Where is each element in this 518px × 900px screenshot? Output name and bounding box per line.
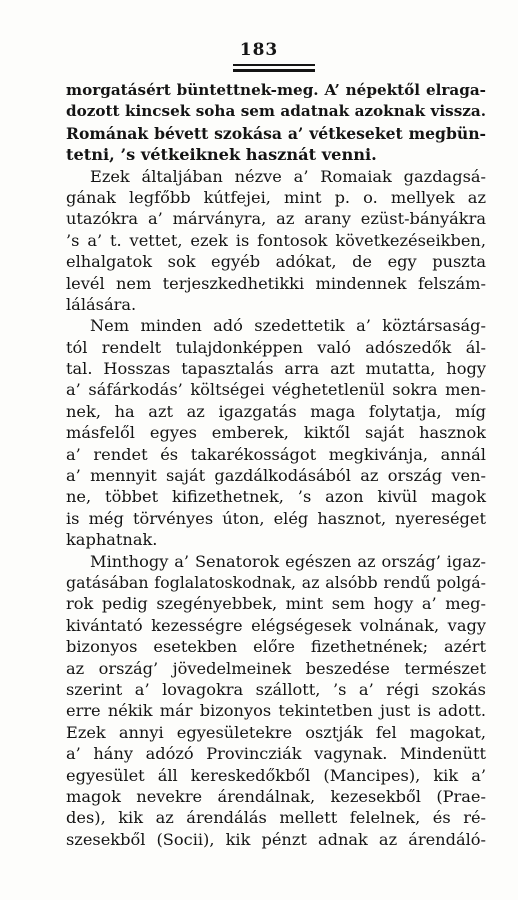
text-line: gának legfőbb kútfejei, mint p. o. mellyek az <box>66 187 486 207</box>
text-line: a’ mennyit saját gazdálkodásából az ország ven- <box>66 466 486 486</box>
text-line: erre nékik már bizonyos tekintetben just is adott. <box>66 701 486 721</box>
text-line: Romának bévett szokása a’ vétkeseket megbün- <box>66 123 486 143</box>
text-line: kaphatnak. <box>66 530 158 550</box>
header-rule-thin <box>233 64 315 66</box>
text-line: a’ sáfárkodás’ költségei véghetetlenül sokra men- <box>66 380 486 400</box>
text-line: az ország’ jövedelmeinek beszedése természet <box>66 658 486 678</box>
text-line: egyesület áll kereskedőkből (Mancipes), kik a’ <box>66 765 486 785</box>
text-line: dozott kincsek soha sem adatnak azoknak vissza. <box>66 102 486 121</box>
text-line: magok nevekre árendálnak, kezesekből (Prae- <box>66 786 486 806</box>
text-line: Minthogy a’ Senatorok egészen az ország’ igaz- <box>90 551 486 571</box>
text-line: rok pedig szegényebbek, mint sem hogy a’ meg- <box>66 594 486 614</box>
text-line: bizonyos esetekben előre fizethetnének; azért <box>66 637 486 657</box>
text-line: tal. Hosszas tapasztalás arra azt mutatta, hogy <box>66 359 486 379</box>
text-line: Ezek általjában nézve a’ Romaiak gazdagsá- <box>90 166 486 186</box>
text-line: gatásában foglalatoskodnak, az alsóbb rendű polgá- <box>66 572 486 592</box>
text-line: kivántató kezességre elégségesek volnának, vagy <box>66 615 486 635</box>
text-line: Ezek annyi egyesületekre osztják fel magokat, <box>66 722 486 742</box>
text-line: szerint a’ lovagokra szállott, ’s a’ régi szokás <box>66 679 486 699</box>
text-line: másfelől egyes emberek, kiktől saját hasznok <box>66 423 486 443</box>
text-line: tetni, ’s vétkeiknek hasznát venni. <box>66 145 377 165</box>
text-line: lálására. <box>66 294 137 314</box>
text-line: Nem minden adó szedettetik a’ köztársaság- <box>90 316 486 336</box>
text-line: des), kik az árendálás mellett felelnek, és ré- <box>66 808 486 828</box>
text-line: levél nem terjeszkedhetikki mindennek felszám- <box>66 273 486 293</box>
text-line: ne, többet kifizethetnek, ’s azon kivül magok <box>66 487 486 507</box>
text-line: szesekből (Socii), kik pénzt adnak az árendáló- <box>66 829 486 849</box>
header-rule-thick <box>233 69 315 72</box>
text-line: utazókra a’ márványra, az arany ezüst-bányákra <box>66 209 486 229</box>
text-line: ’s a’ t. vettet, ezek is fontosok következéseikben, <box>66 230 486 250</box>
text-line: nek, ha azt az igazgatás maga folytatja, míg <box>66 401 486 421</box>
text-line: tól rendelt tulajdonképpen való adószedők ál- <box>66 337 486 357</box>
page-number: 183 <box>239 40 279 60</box>
text-line: morgatásért büntettnek-meg. A’ népektől elraga- <box>66 81 486 99</box>
body-text <box>66 80 486 850</box>
text-line: elhalgatok sok egyéb adókat, de egy puszta <box>66 252 486 272</box>
text-line: a’ hány adózó Provincziák vagynak. Mindenütt <box>66 744 486 764</box>
text-line: is még törvényes úton, elég hasznot, nyereséget <box>66 508 486 528</box>
text-line: a’ rendet és takarékosságot megkivánja, annál <box>66 444 486 464</box>
